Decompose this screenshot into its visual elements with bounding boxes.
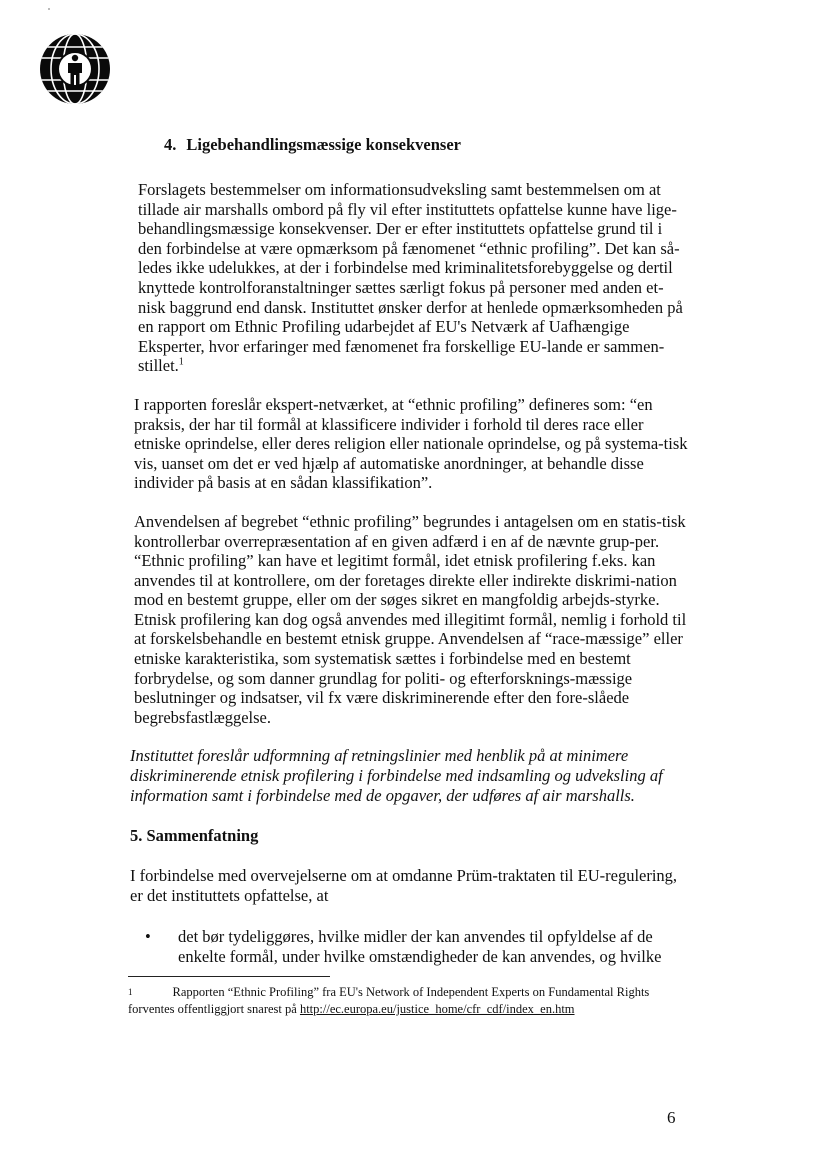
organization-logo bbox=[39, 33, 111, 105]
section-4-heading bbox=[164, 134, 690, 156]
footnote-mark: 1 bbox=[128, 987, 133, 997]
section-4-paragraph-1 bbox=[138, 180, 690, 376]
section-5-paragraph-1: I forbindelse med overvejelserne om at omdanne Prüm-traktaten til EU-regulering, er det instituttets opfattelse, at bbox=[130, 866, 678, 905]
section-4-paragraph-2: I rapporten foreslår ekspert-netværket, at “ethnic profiling” defineres som: “en praksis, der har til formål at klassificere individer i forhold til deres race eller etniske oprindelse, eller deres religion eller nationale oprindelse, og på systema-tisk vis, uanset om det er ved hjælp af automatiske anordninger, at behandle disse individer på basis at en sådan klassifikation”. bbox=[134, 394, 688, 493]
section-5-heading bbox=[130, 825, 690, 847]
human-rights-globe-logo-icon bbox=[39, 33, 111, 105]
section-4-title: Ligebehandlingsmæssige konsekvenser bbox=[186, 135, 461, 154]
footnote-text: Rapporten “Ethnic Profiling” fra EU's Network of Independent Experts on Fundamental Rights forventes offentliggjort snarest på bbox=[128, 985, 650, 1016]
section-5-title: Sammenfatning bbox=[146, 826, 259, 846]
section-5-number: 5. bbox=[130, 826, 143, 846]
footnote-divider bbox=[128, 976, 330, 977]
footnote bbox=[128, 984, 676, 1018]
scan-speck bbox=[48, 8, 50, 10]
list-item bbox=[130, 927, 690, 966]
section-4-recommendation: Instituttet foreslår udformning af retningslinier med henblik på at minimere diskriminerende etnisk profilering i forbindelse med indsamling og udveksling af information samt i forbindelse med de opgaver, der udføres af air marshalls. bbox=[130, 746, 663, 805]
paragraph-text: Forslagets bestemmelser om informationsudveksling samt bestemmelsen om at tillade air marshalls ombord på fly vil efter instituttets opfattelse kunne have lige-behandlingsmæssige konsekvenser. Der er efter instituttets opfattelse grund til i den forbindelse at være opmærksom på fænomenet “ethnic profiling”. Det kan så-ledes ikke udelukkes, at der i forbindelse med kriminalitetsforebyggelse og dertil knyttede kontrolforanstaltninger sættes særligt fokus på personer med anden et-nisk baggrund end dansk. Instituttet ønsker derfor at henlede opmærksomheden på en rapport om Ethnic Profiling udarbejdet af EU's Netværk af Uafhængige Eksperter, hvor erfaringer med fænomenet fra forskellige EU-lande er sammen-stillet. bbox=[138, 180, 683, 376]
section-4-paragraph-3: Anvendelsen af begrebet “ethnic profiling” begrundes i antagelsen om en statis-tisk kontrollerbar overrepræsentation af en given adfærd i en af de nævnte grup-per. “Ethnic profiling” kan have et legitimt formål, idet etnisk profilering f.eks. kan anvendes til at kontrollere, om der foretages direkte eller indirekte diskrimi-nation mod en bestemt gruppe, eller om der søges sikret en mangfoldig arbejds-styrke. Etnisk profilering kan dog også anvendes med illegitimt formål, nemlig i forhold til at forskelsbehandle en bestemt etnisk gruppe. Anvendelsen af “race-mæssige” eller etniske karakteristika, som systematisk sættes i forbindelse med en bestemt forbrydelse, og som danner grundlag for politi- og efterforsknings-mæssige beslutninger og indsatser, vil fx være diskriminerende efter den fore-slåede begrebsfastlæggelse. bbox=[134, 511, 687, 727]
document-body bbox=[130, 134, 690, 967]
section-4-number: 4. bbox=[164, 135, 177, 154]
page-number: 6 bbox=[667, 1108, 676, 1127]
footnote-link[interactable]: http://ec.europa.eu/justice_home/cfr_cdf/index_en.htm bbox=[299, 1002, 575, 1016]
list-item-text: det bør tydeliggøres, hvilke midler der kan anvendes til opfyldelse af de enkelte formål, under hvilke omstændigheder de kan anvendes, og hvilke bbox=[178, 927, 662, 966]
bullet-glyph: • bbox=[145, 927, 151, 947]
bullet-list bbox=[130, 927, 690, 966]
footnote-reference[interactable]: 1 bbox=[178, 356, 184, 368]
